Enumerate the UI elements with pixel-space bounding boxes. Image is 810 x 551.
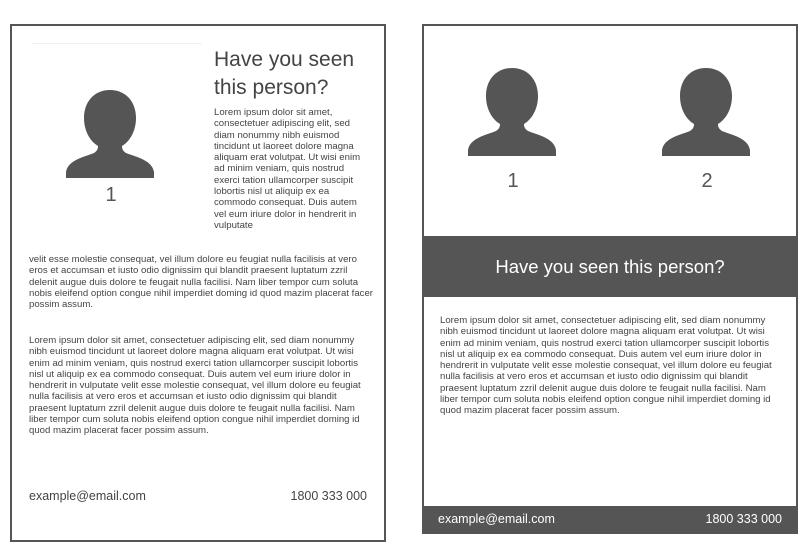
contact-footer	[424, 506, 796, 532]
contact-email: example@email.com	[438, 512, 555, 526]
body-text: Lorem ipsum dolor sit amet, consectetuer adipiscing elit, sed diam nonummy nibh euismod tincidunt ut laoreet dolore magna aliquam erat volutpat. Ut wisi enim ad minim veniam, quis nostrud exerci tation ullamcorper suscipit lobortis nisl ut aliquip ex ea commodo consequat. Duis autem vel eum iriure dolor in hendrerit in vulputate velit esse molestie consequat, vel illum dolore eu feugiat nulla facilisis at vero eros et accumsan et iusto odio dignissim qui blandit praesent luptatum zzril delenit augue duis dolore te feugait nulla facilisi. Nam liber tempor cum soluta nobis eleifend option congue nihil imperdiet doming id quod mazim placerat facer possim assum.	[29, 335, 361, 437]
body-text: Lorem ipsum dolor sit amet, consectetuer adipiscing elit, sed diam nonummy nibh euismod tincidunt ut laoreet dolore magna aliquam erat volutpat. Ut wisi enim ad minim veniam, quis nostrud exerci tation ullamcorper suscipit lobortis nisl ut aliquip ex ea commodo consequat. Duis autem vel eum iriure dolor in hendrerit in vulputate	[214, 107, 361, 231]
person-number: 2	[701, 170, 713, 192]
person-silhouette-icon	[64, 88, 156, 180]
top-divider	[32, 43, 202, 44]
contact-phone: 1800 333 000	[290, 489, 367, 503]
poster-layout-2	[422, 24, 798, 534]
poster-layout-1	[10, 24, 386, 542]
person-silhouette-icon	[466, 66, 558, 158]
contact-email: example@email.com	[29, 489, 146, 503]
person-silhouette-icon	[660, 66, 752, 158]
title-banner	[424, 236, 796, 297]
poster-title: Have you seen this person?	[495, 255, 725, 277]
person-number: 1	[105, 184, 117, 206]
contact-phone: 1800 333 000	[705, 512, 782, 526]
body-text: Lorem ipsum dolor sit amet, consectetuer adipiscing elit, sed diam nonummy nibh euismod tincidunt ut laoreet dolore magna aliquam erat volutpat. Ut wisi enim ad minim veniam, quis nostrud exerci tation ullamcorper suscipit lobortis nisl ut aliquip ex ea commodo consequat. Duis autem vel eum iriure dolor in hendrerit in vulputate velit esse molestie consequat, vel illum dolore eu feugiat nulla facilisis at vero eros et accumsan et iusto odio dignissim qui blandit praesent luptatum zzril delenit augue duis dolore te feugait nulla facilisi. Nam liber tempor cum soluta nobis eleifend option congue nihil imperdiet doming id quod mazim placerat facer possim assum.	[440, 315, 772, 417]
person-number: 1	[507, 170, 519, 192]
body-text: velit esse molestie consequat, vel illum dolore eu feugiat nulla facilisis at vero eros et accumsan et iusto odio dignissim qui blandit praesent luptatum zzril delenit augue duis dolore te feugait nulla facilisi. Nam liber tempor cum soluta nobis eleifend option congue nihil imperdiet doming id quod mazim placerat facer possim assum.	[29, 254, 373, 311]
poster-title: Have you seen this person?	[214, 48, 355, 99]
